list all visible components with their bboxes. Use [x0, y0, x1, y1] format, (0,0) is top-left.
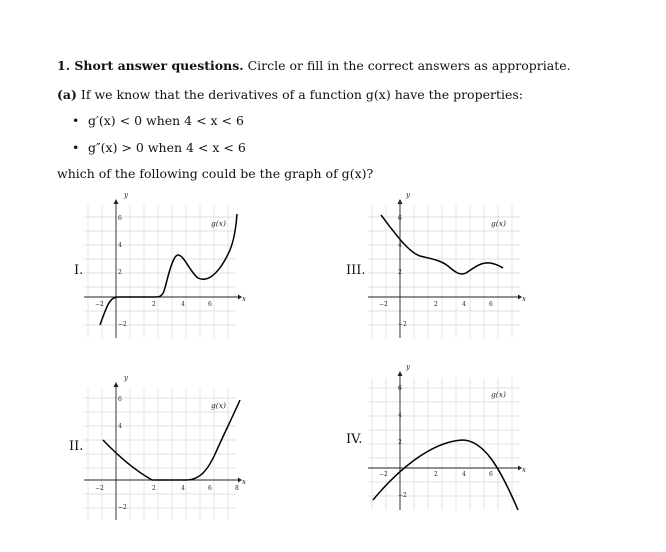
y-tick-label: −2 [118, 321, 127, 328]
graph-iv[interactable] [368, 362, 540, 514]
part-a-text: If we know that the derivatives of a function g(x) have the properties: [76, 87, 523, 102]
graph-iii[interactable] [368, 188, 540, 338]
x-tick-label: −2 [379, 301, 388, 308]
option-label-iii[interactable]: III. [346, 263, 366, 278]
x-tick-label: 2 [434, 471, 438, 478]
option-label-i[interactable]: I. [74, 263, 84, 278]
x-tick-label: 4 [181, 485, 185, 492]
question-header [57, 58, 571, 73]
question-number-title: 1. Short answer questions. [57, 58, 244, 73]
x-tick-label: −2 [95, 485, 104, 492]
option-label-iv[interactable]: IV. [346, 432, 363, 447]
x-tick-label: −2 [379, 471, 388, 478]
y-tick-label: 2 [118, 269, 122, 276]
function-curve [373, 440, 518, 510]
y-tick-label: −2 [118, 504, 127, 511]
y-axis-label: y [124, 374, 128, 382]
function-label: g(x) [491, 390, 506, 399]
part-a-label: (a) [57, 87, 77, 102]
y-tick-label: −2 [398, 492, 407, 499]
y-tick-label: 2 [398, 439, 402, 446]
condition-second-derivative [72, 140, 246, 155]
x-axis-label: x [242, 478, 246, 486]
condition-first-derivative [72, 113, 244, 128]
option-label-ii[interactable]: II. [69, 439, 84, 454]
y-tick-label: 2 [398, 269, 402, 276]
x-tick-label: 4 [181, 301, 185, 308]
y-axis-arrow-icon [398, 371, 403, 376]
bullet-icon: • [72, 113, 80, 128]
function-label: g(x) [211, 401, 226, 410]
y-axis-arrow-icon [114, 382, 119, 387]
part-a-statement [57, 87, 523, 102]
x-tick-label: 6 [208, 301, 212, 308]
bullet-icon: • [72, 140, 80, 155]
condition-text: g′(x) < 0 when 4 < x < 6 [88, 113, 244, 128]
y-axis-label: y [406, 191, 410, 199]
x-axis-label: x [522, 466, 526, 474]
y-axis-arrow-icon [398, 199, 403, 204]
question-instruction: Circle or fill in the correct answers as appropriate. [243, 58, 571, 73]
y-tick-label: 4 [118, 423, 122, 430]
question-prompt: which of the following could be the graph of g(x)? [57, 166, 374, 181]
y-tick-label: 4 [118, 242, 122, 249]
x-axis-label: x [242, 295, 246, 303]
x-tick-label: 4 [462, 301, 466, 308]
x-tick-label: 6 [489, 301, 493, 308]
y-tick-label: 6 [398, 215, 402, 222]
x-tick-label: 2 [152, 301, 156, 308]
y-tick-label: 6 [118, 396, 122, 403]
graph-ii[interactable] [84, 368, 256, 520]
y-tick-label: 6 [118, 215, 122, 222]
function-label: g(x) [211, 219, 226, 228]
y-tick-label: −2 [398, 321, 407, 328]
x-tick-label: 2 [434, 301, 438, 308]
graph-i[interactable] [84, 188, 256, 338]
x-tick-label: 2 [152, 485, 156, 492]
condition-text: g″(x) > 0 when 4 < x < 6 [88, 140, 246, 155]
x-axis-label: x [522, 295, 526, 303]
y-tick-label: 4 [398, 242, 402, 249]
function-label: g(x) [491, 219, 506, 228]
y-axis-label: y [406, 363, 410, 371]
y-tick-label: 4 [398, 412, 402, 419]
x-tick-label: 8 [235, 485, 239, 492]
x-tick-label: 6 [489, 471, 493, 478]
y-axis-label: y [124, 191, 128, 199]
y-tick-label: 6 [398, 385, 402, 392]
x-tick-label: −2 [95, 301, 104, 308]
x-tick-label: 4 [462, 471, 466, 478]
x-tick-label: 6 [208, 485, 212, 492]
y-axis-arrow-icon [114, 199, 119, 204]
